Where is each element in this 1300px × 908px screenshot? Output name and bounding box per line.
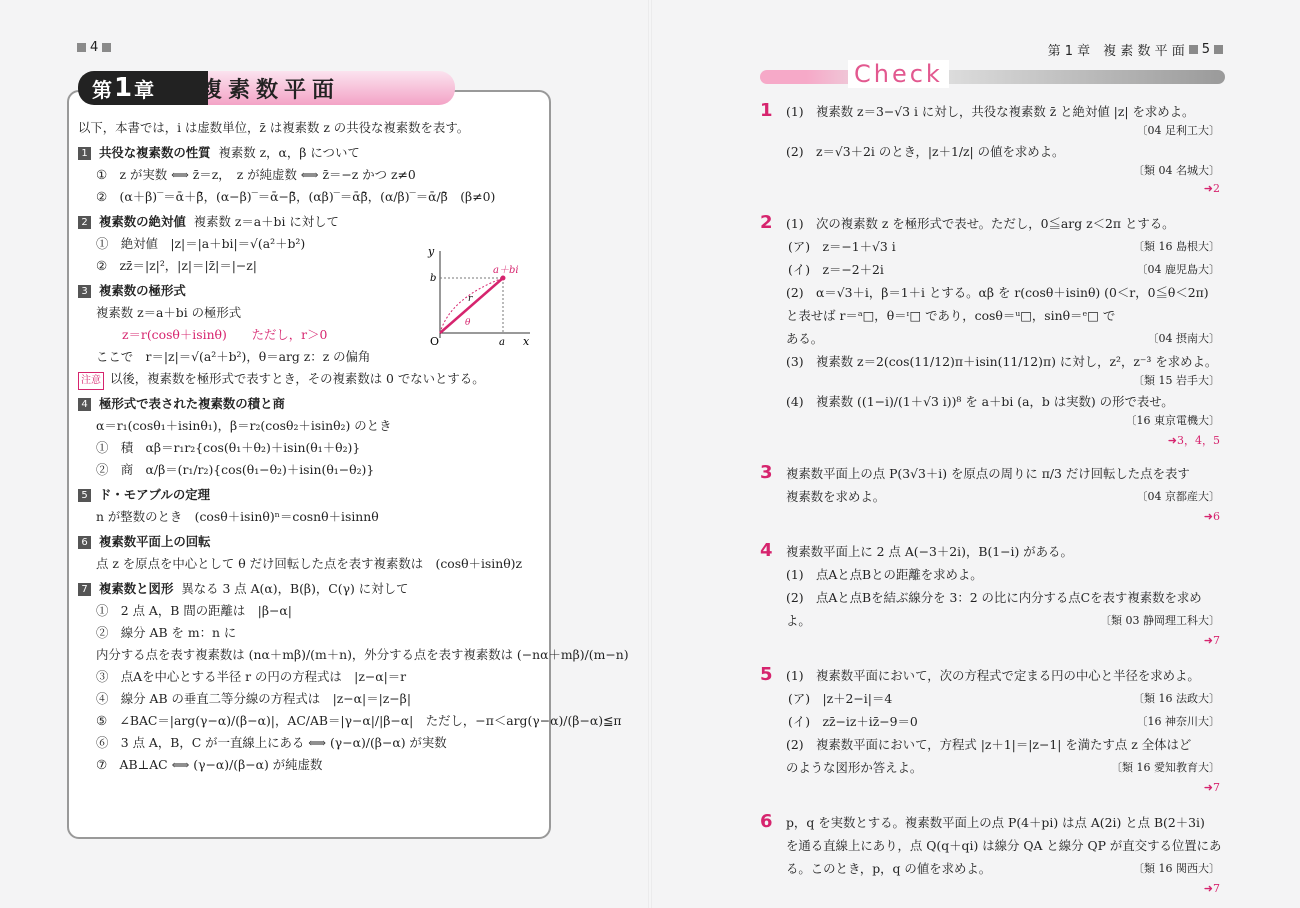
problem-source: 〔04 京都産大〕 bbox=[1136, 490, 1220, 503]
problem-line: (ア) |z＋2−i|＝4 bbox=[788, 691, 893, 706]
section-number-badge: 6 bbox=[78, 536, 91, 549]
chapter-title: 複素数平面 bbox=[200, 78, 341, 103]
formula-row: ① z が実数 ⟺ z̄＝z， z が純虚数 ⟺ z̄＝−z かつ z≠0 bbox=[96, 167, 416, 182]
problem-line: 複素数を求めよ。 bbox=[786, 489, 886, 504]
check-bar bbox=[760, 70, 1225, 84]
formula-row: ⑤ ∠BAC＝|arg(γ−α)/(β−α)|，AC/AB＝|γ−α|/|β−α| ただし，−π＜arg(γ−α)/(β−α)≦π bbox=[96, 713, 622, 728]
formula-row: ⑥ 3 点 A，B，C が一直線上にある ⟺ (γ−α)/(β−α) が実数 bbox=[96, 735, 447, 750]
formula-row: 内分する点を表す複素数は (nα＋mβ)/(m＋n)，外分する点を表す複素数は (−nα＋mβ)/(m−n) bbox=[96, 647, 629, 662]
formula-row: 複素数 z＝a＋bi の極形式 bbox=[96, 305, 242, 320]
b-label: b bbox=[430, 273, 437, 284]
formula-row: ② 商 α/β＝(r₁/r₂){cos(θ₁−θ₂)＋isin(θ₁−θ₂)} bbox=[96, 462, 375, 477]
section-title: 複素数の極形式 bbox=[99, 283, 186, 298]
section-heading bbox=[78, 579, 538, 601]
formula-row: ⑦ AB⊥AC ⟺ (γ−α)/(β−α) が純虚数 bbox=[96, 757, 323, 772]
formula-row: α＝r₁(cosθ₁＋isinθ₁)，β＝r₂(cosθ₂＋isinθ₂) のとき bbox=[96, 418, 392, 433]
note-row bbox=[78, 369, 538, 391]
summary-content bbox=[78, 118, 629, 777]
section-heading bbox=[78, 143, 538, 165]
problem-source: 〔04 足利工大〕 bbox=[1136, 124, 1220, 137]
square-icon bbox=[102, 43, 111, 52]
problem-source: 〔類 03 静岡理工科大〕 bbox=[1100, 614, 1220, 627]
section-title: 共役な複素数の性質 bbox=[99, 145, 211, 160]
problem-line: (イ) zz̄−iz＋iz̄−9＝0 bbox=[788, 714, 918, 729]
problem-line: (2) 複素数平面において，方程式 |z＋1|＝|z−1| を満たす点 z 全体はど bbox=[786, 737, 1192, 752]
problem-source: 〔類 16 島根大〕 bbox=[1133, 240, 1220, 253]
section-title: 複素数平面上の回転 bbox=[99, 534, 211, 549]
section-subtitle: 異なる 3 点 A(α)，B(β)，C(γ) に対して bbox=[181, 581, 409, 596]
problem-line: (2) 点Aと点Bを結ぶ線分を 3：2 の比に内分する点Cを表す複素数を求め bbox=[786, 590, 1202, 605]
formula-row: n が整数のとき (cosθ＋isinθ)ⁿ＝cosnθ＋isinnθ bbox=[96, 509, 379, 524]
chapter-suffix: 章 bbox=[134, 77, 155, 102]
check-title: Check bbox=[848, 60, 949, 88]
square-icon bbox=[77, 43, 86, 52]
section-title: 複素数の絶対値 bbox=[99, 214, 186, 229]
problem-line: と表せば r＝ᵃ□，θ＝ᶦ□ であり，cosθ＝ᵘ□，sinθ＝ᵉ□ で bbox=[786, 308, 1116, 323]
formula-row: ここで r＝|z|＝√(a²＋b²)，θ＝arg z：z の偏角 bbox=[96, 349, 371, 364]
problem-line: (2) α＝√3＋i，β＝1＋i とする。αβ を r(cosθ＋isinθ) (0＜r，0≦θ＜2π) bbox=[786, 285, 1209, 300]
summary-rows bbox=[78, 143, 629, 777]
problem-number: 5 bbox=[760, 664, 773, 685]
section-number-badge: 1 bbox=[78, 147, 91, 160]
formula-row: ① 2 点 A，B 間の距離は |β−α| bbox=[96, 603, 292, 618]
section-title: ド・モアブルの定理 bbox=[99, 487, 211, 502]
cross-reference[interactable]: ➜6 bbox=[1203, 510, 1220, 523]
formula-row: 点 z を原点を中心として θ だけ回転した点を表す複素数は (cosθ＋isinθ)z bbox=[96, 556, 523, 571]
problem-line: (イ) z＝−2＋2i bbox=[788, 262, 884, 277]
note-text: 以後，複素数を極形式で表すとき，その複素数は 0 でないとする。 bbox=[110, 371, 485, 386]
section-subtitle: 複素数 z＝a＋bi に対して bbox=[193, 214, 339, 229]
problem-line: (1) 複素数平面において，次の方程式で定まる円の中心と半径を求めよ。 bbox=[786, 668, 1200, 683]
intro-text: 以下，本書では，i は虚数単位，z̄ は複素数 z の共役な複素数を表す。 bbox=[78, 120, 470, 135]
cross-reference[interactable]: ➜7 bbox=[1203, 781, 1220, 794]
formula-row: z＝r(cosθ＋isinθ) ただし，r＞0 bbox=[122, 327, 328, 342]
problem-number: 4 bbox=[760, 540, 773, 561]
problem-line: (3) 複素数 z＝2(cos(11/12)π＋isin(11/12)π) に対し，z²，z⁻³ を求めよ。 bbox=[786, 354, 1218, 369]
square-icon bbox=[1189, 45, 1198, 54]
a-label: a bbox=[499, 337, 505, 348]
section-number-badge: 7 bbox=[78, 583, 91, 596]
right-page-header bbox=[1048, 40, 1223, 59]
formula-row: ② (α＋β)‾＝ᾱ＋β̄，(α−β)‾＝ᾱ−β̄，(αβ)‾＝ᾱβ̄，(α/β)‾＝ᾱ/β̄ (β≠0) bbox=[96, 189, 496, 204]
section-heading bbox=[78, 212, 538, 234]
problem-number: 3 bbox=[760, 462, 773, 483]
section-number-badge: 5 bbox=[78, 489, 91, 502]
theta-label: θ bbox=[465, 318, 471, 328]
section-number-badge: 4 bbox=[78, 398, 91, 411]
page-number-text: 4 bbox=[90, 40, 99, 55]
section-title: 複素数と図形 bbox=[99, 581, 174, 596]
problem-number: 6 bbox=[760, 811, 773, 832]
section-heading bbox=[78, 532, 538, 554]
section-subtitle: 複素数 z，α，β について bbox=[218, 145, 360, 160]
problem-line: (ア) z＝−1＋√3 i bbox=[788, 239, 896, 254]
problem-source: 〔16 東京電機大〕 bbox=[1125, 414, 1220, 427]
section-number-badge: 3 bbox=[78, 285, 91, 298]
problem-line: 複素数平面上の点 P(3√3＋i) を原点の周りに π/3 だけ回転した点を表す bbox=[786, 466, 1190, 481]
chapter-label: 第 bbox=[92, 77, 112, 102]
origin-label: O bbox=[430, 335, 440, 348]
section-heading bbox=[78, 394, 538, 416]
problem-line: (1) 複素数 z＝3−√3 i に対し，共役な複素数 z̄ と絶対値 |z| を求めよ。 bbox=[786, 104, 1195, 119]
problem-source: 〔類 04 名城大〕 bbox=[1133, 164, 1220, 177]
point-marker bbox=[501, 276, 506, 281]
formula-row: ① 絶対値 |z|＝|a＋bi|＝√(a²＋b²) bbox=[96, 236, 306, 251]
formula-row: ② 線分 AB を m：n に bbox=[96, 625, 237, 640]
problem-number: 2 bbox=[760, 212, 773, 233]
book-gutter bbox=[648, 0, 652, 908]
formula-row: ① 積 αβ＝r₁r₂{cos(θ₁＋θ₂)＋isin(θ₁＋θ₂)} bbox=[96, 440, 361, 455]
chapter-number: 1 bbox=[114, 73, 133, 103]
problem-source: 〔04 摂南大〕 bbox=[1147, 332, 1220, 345]
problem-line: (2) z＝√3＋2i のとき，|z＋1/z| の値を求めよ。 bbox=[786, 144, 1065, 159]
problem-source: 〔類 16 関西大〕 bbox=[1133, 862, 1220, 875]
problem-line: 複素数平面上に 2 点 A(−3＋2i)，B(1−i) がある。 bbox=[786, 544, 1073, 559]
chapter-tab bbox=[78, 71, 208, 105]
problem-line: を通る直線上にあり，点 Q(q＋qi) は線分 QA と線分 QP が直交する位置にあ bbox=[786, 838, 1222, 853]
problem-source: 〔04 鹿児島大〕 bbox=[1136, 263, 1220, 276]
formula-row: ③ 点Aを中心とする半径 r の円の方程式は |z−α|＝r bbox=[96, 669, 407, 684]
vector-r bbox=[440, 278, 503, 333]
problem-line: (4) 複素数 ((1−i)/(1＋√3 i))⁸ を a＋bi (a，b は実数) の形で表せ。 bbox=[786, 394, 1174, 409]
problem-line: よ。 bbox=[786, 613, 811, 628]
formula-row: ② zz̄＝|z|²，|z|＝|z̄|＝|−z| bbox=[96, 258, 257, 273]
cross-reference[interactable]: ➜7 bbox=[1203, 882, 1220, 895]
note-label: 注意 bbox=[78, 372, 104, 390]
left-page-number bbox=[77, 40, 111, 55]
problem-line: ある。 bbox=[786, 331, 824, 346]
problem-source: 〔類 15 岩手大〕 bbox=[1133, 374, 1220, 387]
cross-reference[interactable]: ➜2 bbox=[1203, 182, 1220, 195]
formula-row: ④ 線分 AB の垂直二等分線の方程式は |z−α|＝|z−β| bbox=[96, 691, 412, 706]
problem-line: (1) 次の複素数 z を極形式で表せ。ただし，0≦arg z＜2π とする。 bbox=[786, 216, 1175, 231]
section-number-badge: 2 bbox=[78, 216, 91, 229]
problem-source: 〔類 16 法政大〕 bbox=[1133, 692, 1220, 705]
problem-source: 〔類 16 愛知教育大〕 bbox=[1111, 761, 1220, 774]
problem-number: 1 bbox=[760, 100, 773, 121]
point-label: a＋bi bbox=[493, 265, 519, 276]
cross-reference[interactable]: ➜7 bbox=[1203, 634, 1220, 647]
running-header: 第 1 章 複 素 数 平 面 bbox=[1047, 44, 1185, 59]
x-label: x bbox=[523, 335, 530, 348]
problem-line: p，q を実数とする。複素数平面上の点 P(4＋pi) は点 A(2i) と点 B(2＋3i) bbox=[786, 815, 1205, 830]
r-label: r bbox=[468, 294, 473, 304]
problem-source: 〔16 神奈川大〕 bbox=[1136, 715, 1220, 728]
page-number-text: 5 bbox=[1201, 42, 1210, 57]
complex-plane-figure bbox=[425, 243, 535, 348]
cross-reference[interactable]: ➜3，4，5 bbox=[1167, 434, 1220, 447]
square-icon bbox=[1214, 45, 1223, 54]
section-heading bbox=[78, 485, 538, 507]
problem-line: る。このとき，p，q の値を求めよ。 bbox=[786, 861, 992, 876]
y-label: y bbox=[428, 245, 435, 258]
problem-line: (1) 点Aと点Bとの距離を求めよ。 bbox=[786, 567, 983, 582]
section-title: 極形式で表された複素数の積と商 bbox=[99, 396, 285, 411]
problem-line: のような図形か答えよ。 bbox=[786, 760, 923, 775]
